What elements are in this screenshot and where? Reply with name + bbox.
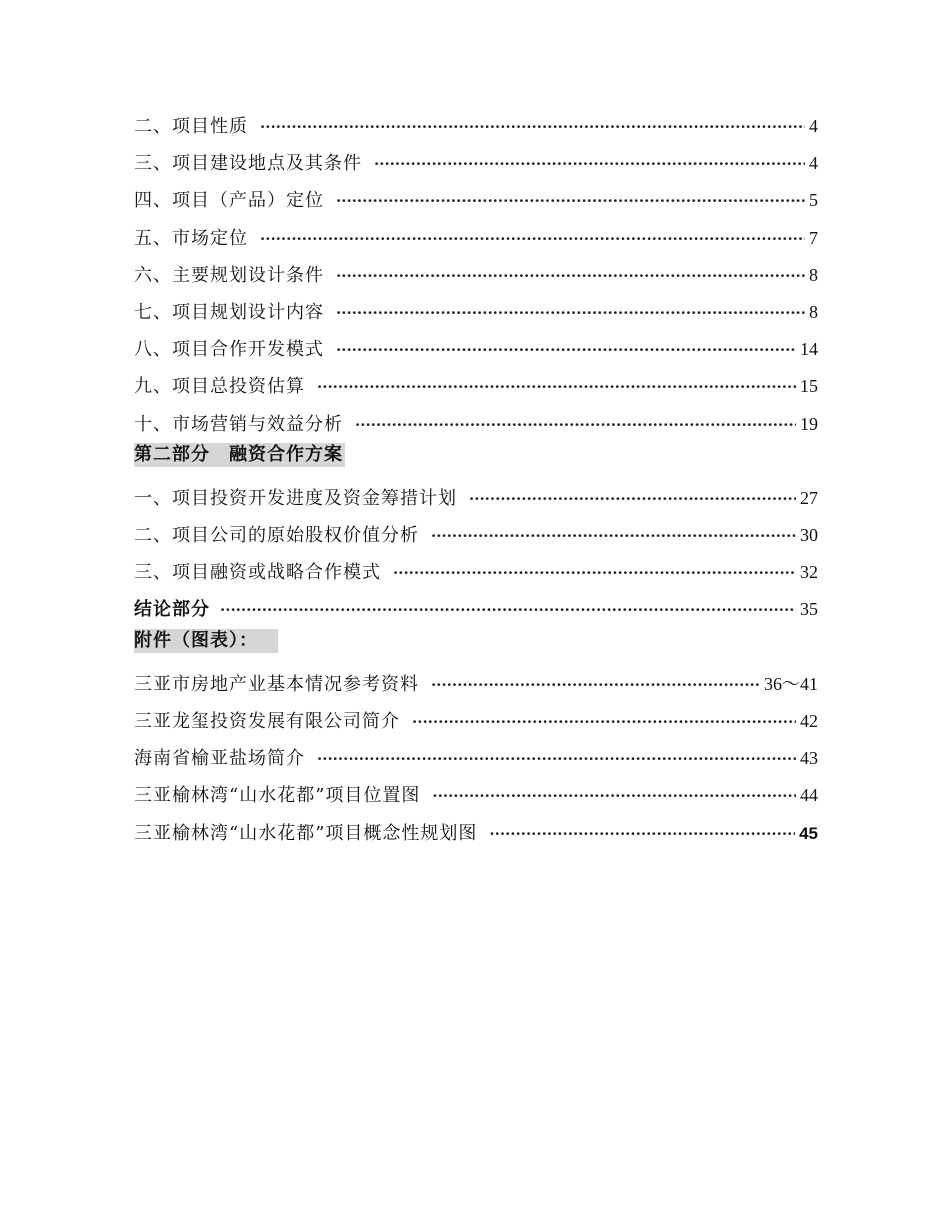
toc-entry-title: 六、主要规划设计条件 [134,264,324,286]
toc-conclusion-entry [134,591,818,628]
toc-entry-title: 三、项目建设地点及其条件 [134,153,362,175]
dot-leader [469,481,796,518]
toc-entry-page: 4 [809,116,818,136]
toc-entry-title: 四、项目（产品）定位 [134,190,324,212]
toc-entry-title: 七、项目规划设计内容 [134,301,324,323]
toc-entry-page: 45 [799,823,818,843]
toc-entry [134,220,818,257]
dot-leader [336,183,805,220]
toc-entry-page: 14 [800,339,818,360]
toc-section-heading [134,629,818,666]
dot-leader [336,332,796,369]
toc-entry-page: 8 [809,264,818,285]
toc-entry-title: 二、项目性质 [134,116,248,137]
toc-entry-title: 八、项目合作开发模式 [134,339,324,361]
dot-leader [220,592,796,629]
toc-entry-page: 42 [800,711,818,731]
table-of-contents [134,108,818,852]
toc-entry [134,480,818,517]
toc-entry [134,108,818,145]
toc-entry-title: 三亚榆林湾“山水花都”项目位置图 [134,785,421,807]
toc-entry [134,517,818,554]
toc-entry-title: 三亚榆林湾“山水花都”项目概念性规划图 [134,822,478,844]
toc-entry-page: 44 [800,785,818,806]
toc-entry [134,815,818,852]
toc-entry [134,257,818,294]
toc-entry-page: 5 [809,190,818,211]
toc-entry-title: 三、项目融资或战略合作模式 [134,562,381,584]
toc-entry-page: 4 [809,153,818,174]
toc-entry-page: 27 [800,487,818,508]
toc-entry-page: 43 [800,748,818,769]
toc-entry-title: 三亚龙玺投资发展有限公司简介 [134,711,400,732]
toc-entry [134,666,818,703]
dot-leader [489,816,795,853]
toc-entry-page: 7 [809,227,818,248]
toc-entry [134,406,818,443]
toc-entry [134,331,818,368]
toc-entry-page: 36～41 [764,673,818,694]
dot-leader [412,704,796,741]
toc-entry [134,740,818,777]
toc-entry [134,777,818,814]
dot-leader [431,667,760,704]
dot-leader [432,778,796,815]
dot-leader [393,555,796,592]
conclusion-page: 35 [800,599,818,620]
toc-entry-title: 海南省榆亚盐场简介 [134,748,305,770]
toc-entry [134,182,818,219]
appendix-heading: 附件（图表）： [134,629,278,653]
toc-entry-page: 15 [800,376,818,397]
toc-entry [134,294,818,331]
toc-entry-title: 五、市场定位 [134,227,248,249]
conclusion-title: 结论部分 [134,599,210,621]
toc-entry-title: 一、项目投资开发进度及资金筹措计划 [134,487,457,509]
toc-entry [134,145,818,182]
toc-entry-page: 30 [800,525,818,546]
dot-leader [260,109,805,146]
dot-leader [317,369,796,406]
toc-entry-title: 三亚市房地产业基本情况参考资料 [134,673,419,695]
dot-leader [260,221,805,258]
dot-leader [336,295,805,332]
toc-entry [134,368,818,405]
dot-leader [355,407,796,444]
part2-heading: 第二部分 融资合作方案 [134,443,343,465]
toc-entry [134,554,818,591]
toc-section-heading [134,443,818,480]
dot-leader [336,258,805,295]
dot-leader [431,518,796,555]
dot-leader [317,741,796,778]
toc-entry-page: 19 [800,413,818,434]
toc-entry-title: 九、项目总投资估算 [134,376,305,398]
toc-entry-page: 32 [800,562,818,583]
toc-entry-page: 8 [809,301,818,322]
toc-entry [134,703,818,740]
dot-leader [374,146,805,183]
toc-entry-title: 二、项目公司的原始股权价值分析 [134,525,419,547]
toc-entry-title: 十、市场营销与效益分析 [134,413,343,435]
